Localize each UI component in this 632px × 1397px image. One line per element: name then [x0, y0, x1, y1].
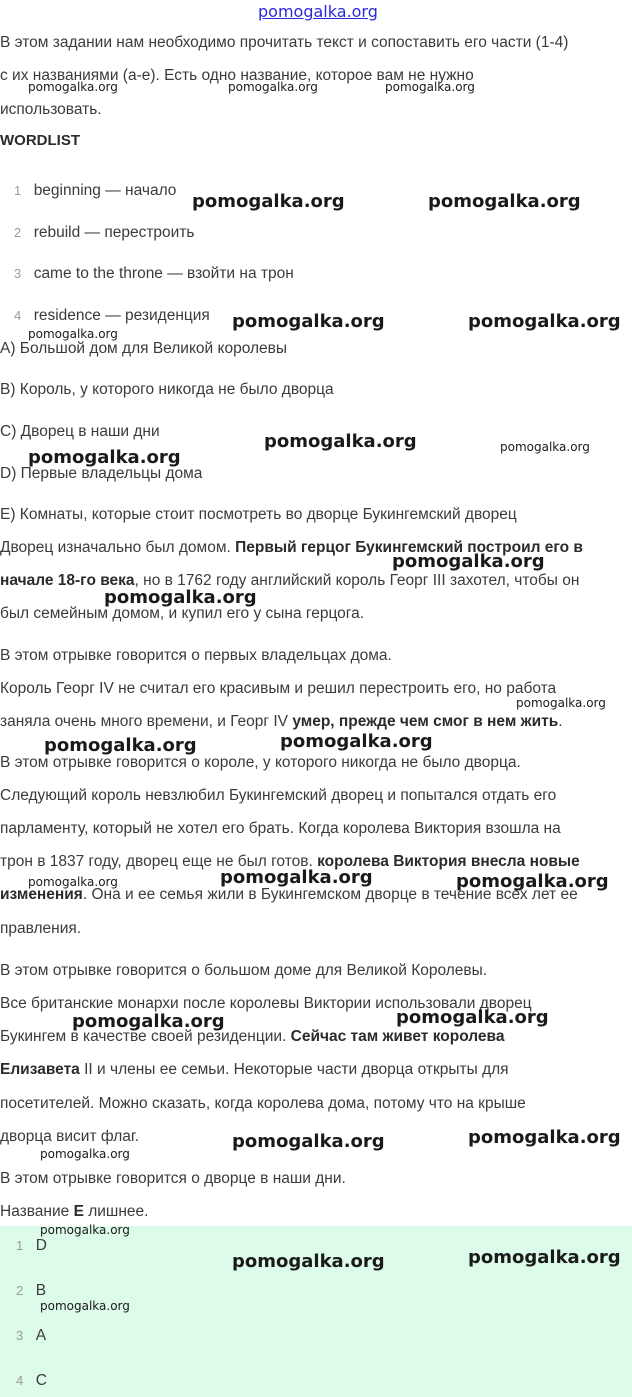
p3-text: . Она и ее семья жили в Букингемском дворце в течение всех лет ее — [82, 886, 578, 903]
answer-row — [16, 1237, 47, 1255]
conclusion-suffix: лишнее. — [83, 1203, 149, 1220]
watermark: pomogalka.org — [72, 1011, 225, 1032]
wordlist-heading: WORDLIST — [0, 132, 80, 149]
p3-bold: изменения — [0, 886, 83, 903]
conclusion — [0, 1203, 148, 1221]
p4-text: Букингем в качестве своей резиденции. — [0, 1028, 291, 1045]
p3-line-2: парламенту, который не хотел его брать. Когда королева Виктория взошла на — [0, 820, 561, 837]
answer-row — [16, 1327, 46, 1345]
title-a: A) Большой дом для Великой королевы — [0, 340, 288, 357]
p1-line-2 — [0, 572, 579, 590]
watermark: pomogalka.org — [28, 80, 118, 94]
watermark: pomogalka.org — [468, 1247, 621, 1268]
watermark: pomogalka.org — [396, 1007, 549, 1028]
watermark: pomogalka.org — [468, 311, 621, 332]
wordlist-item — [14, 307, 210, 325]
wordlist-item-text: rebuild — перестроить — [33, 224, 195, 241]
watermark: pomogalka.org — [220, 867, 373, 888]
watermark: pomogalka.org — [40, 1299, 130, 1313]
p2-bold: умер, прежде чем смог в нем жить — [292, 713, 559, 730]
watermark: pomogalka.org — [40, 1223, 130, 1237]
p3-bold: королева Виктория внесла новые — [317, 853, 580, 870]
wordlist-item-text: beginning — начало — [33, 182, 177, 199]
p4-line-3 — [0, 1061, 509, 1079]
watermark: pomogalka.org — [192, 191, 345, 212]
watermark: pomogalka.org — [232, 311, 385, 332]
watermark: pomogalka.org — [516, 696, 606, 710]
p4-line-4: посетителей. Можно сказать, когда королева дома, потому что на крыше — [0, 1095, 526, 1112]
p4-note: В этом отрывке говорится о дворце в наши дни. — [0, 1170, 346, 1187]
watermark: pomogalka.org — [232, 1131, 385, 1152]
p1-note: В этом отрывке говорится о первых владельцах дома. — [0, 647, 392, 664]
site-header-link[interactable]: pomogalka.org — [258, 2, 378, 21]
watermark: pomogalka.org — [28, 327, 118, 341]
p2-text: . — [558, 713, 563, 730]
wordlist-item — [14, 182, 176, 200]
answer-letter: A — [35, 1327, 47, 1344]
watermark: pomogalka.org — [104, 587, 257, 608]
wordlist-item-text: came to the throne — взойти на трон — [33, 265, 294, 282]
title-b: B) Король, у которого никогда не было дворца — [0, 381, 334, 398]
answer-letter: B — [35, 1282, 47, 1299]
p4-text: II и члены ее семьи. Некоторые части дворца открыты для — [79, 1061, 509, 1078]
p2-line-2 — [0, 713, 563, 731]
p3-line-1: Следующий король невзлюбил Букингемский дворец и попытался отдать его — [0, 787, 557, 804]
watermark: pomogalka.org — [428, 191, 581, 212]
title-e: E) Комнаты, которые стоит посмотреть во дворце Букингемский дворец — [0, 506, 517, 523]
answer-number: 1 — [16, 1238, 24, 1253]
watermark: pomogalka.org — [456, 871, 609, 892]
watermark: pomogalka.org — [228, 80, 318, 94]
p2-line-1: Король Георг IV не считал его красивым и решил перестроить его, но работа — [0, 680, 557, 697]
watermark: pomogalka.org — [468, 1127, 621, 1148]
wordlist-item — [14, 265, 294, 283]
p3-line-5: правления. — [0, 920, 82, 937]
intro-line-3: использовать. — [0, 101, 102, 118]
watermark: pomogalka.org — [44, 735, 197, 756]
p2-note: В этом отрывке говорится о короле, у которого никогда не было дворца. — [0, 754, 521, 771]
answer-number: 4 — [16, 1373, 24, 1388]
p1-bold: Первый герцог Букингемский построил его в — [235, 539, 583, 556]
p4-bold: Сейчас там живет королева — [290, 1028, 505, 1045]
watermark: pomogalka.org — [392, 551, 545, 572]
watermark: pomogalka.org — [264, 431, 417, 452]
p1-bold: начале 18-го века — [0, 572, 135, 589]
watermark: pomogalka.org — [40, 1147, 130, 1161]
wordlist-item-number: 3 — [14, 266, 22, 281]
intro-line-1: В этом задании нам необходимо прочитать текст и сопоставить его части (1-4) — [0, 34, 569, 51]
answer-row — [16, 1282, 46, 1300]
wordlist-item-number: 4 — [14, 308, 22, 323]
conclusion-letter: E — [73, 1203, 84, 1220]
p4-line-5: дворца висит флаг. — [0, 1128, 140, 1145]
wordlist-item-number: 1 — [14, 183, 22, 198]
watermark: pomogalka.org — [280, 731, 433, 752]
answer-number: 3 — [16, 1328, 24, 1343]
p3-note: В этом отрывке говорится о большом доме для Великой Королевы. — [0, 962, 488, 979]
intro-line-2: с их названиями (а-е). Есть одно название, которое вам не нужно — [0, 67, 474, 84]
wordlist-item-number: 2 — [14, 225, 22, 240]
watermark: pomogalka.org — [28, 875, 118, 889]
answer-number: 2 — [16, 1283, 24, 1298]
p4-line-1: Все британские монархи после королевы Виктории использовали дворец — [0, 995, 532, 1012]
answer-letter: D — [35, 1237, 47, 1254]
watermark: pomogalka.org — [500, 440, 590, 454]
p3-text: трон в 1837 году, дворец еще не был готов. — [0, 853, 318, 870]
watermark: pomogalka.org — [232, 1251, 385, 1272]
p1-text: , но в 1762 году английский король Георг III захотел, чтобы он — [134, 572, 580, 589]
p4-bold: Елизавета — [0, 1061, 80, 1078]
title-d: D) Первые владельцы дома — [0, 465, 203, 482]
p1-line-3: был семейным домом, и купил его у сына герцога. — [0, 605, 365, 622]
title-c: C) Дворец в наши дни — [0, 423, 160, 440]
p2-text: заняла очень много времени, и Георг IV — [0, 713, 293, 730]
p1-text: Дворец изначально был домом. — [0, 539, 236, 556]
wordlist-item-text: residence — резиденция — [33, 307, 210, 324]
conclusion-prefix: Название — [0, 1203, 74, 1220]
watermark: pomogalka.org — [28, 447, 181, 468]
answer-row — [16, 1372, 47, 1390]
watermark: pomogalka.org — [385, 80, 475, 94]
answer-letter: C — [35, 1372, 47, 1389]
wordlist-item — [14, 224, 195, 242]
